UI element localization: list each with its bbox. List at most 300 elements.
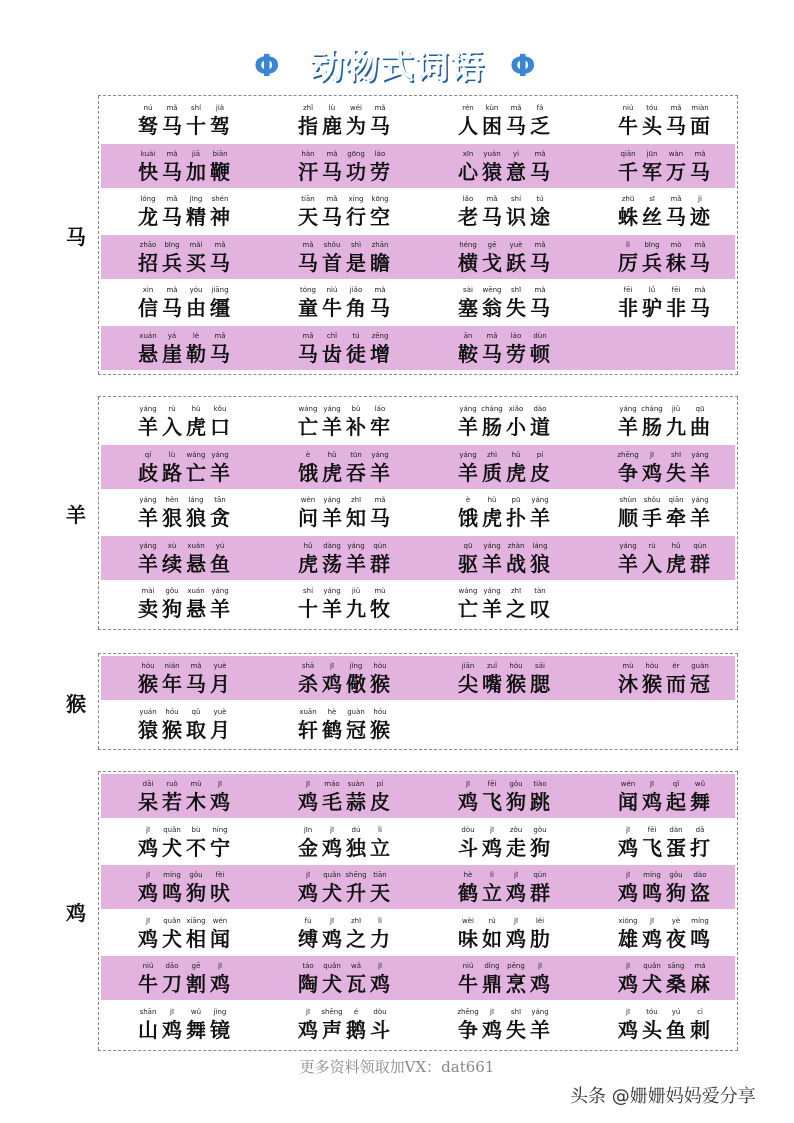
hanzi-char: 马 xyxy=(530,159,550,184)
idiom-row xyxy=(101,581,735,625)
pinyin-syllable: zhī xyxy=(350,916,362,925)
idiom-cell xyxy=(295,581,453,625)
hanzi-char: 马 xyxy=(690,296,710,321)
pinyin-syllable: tūn xyxy=(350,450,362,459)
pinyin-syllable: mǎ xyxy=(694,286,706,295)
pinyin-syllable: láo xyxy=(374,149,386,158)
hanzi-line xyxy=(295,880,453,906)
idiom-cell xyxy=(615,189,773,233)
pinyin-syllable: máo xyxy=(324,780,340,788)
hanzi-char: 宁 xyxy=(210,835,230,860)
hanzi-char: 而 xyxy=(666,672,686,696)
hanzi-char: 马 xyxy=(162,296,182,321)
hanzi-char: 精 xyxy=(186,205,206,230)
hanzi-char: 牛 xyxy=(138,972,158,997)
idiom-cell xyxy=(455,326,613,370)
pinyin-syllable: qún xyxy=(533,871,547,880)
hanzi-char: 猿 xyxy=(482,159,502,184)
hanzi-line xyxy=(135,460,293,486)
hanzi-char: 入 xyxy=(162,415,182,439)
idiom-cell xyxy=(295,865,453,909)
pinyin-syllable: quǎn xyxy=(323,962,341,971)
pinyin-syllable: kǒu xyxy=(213,405,227,413)
hanzi-char: 增 xyxy=(370,342,390,366)
hanzi-char: 马 xyxy=(370,114,390,138)
pinyin-syllable: yáng xyxy=(691,496,709,505)
hanzi-char: 之 xyxy=(506,597,526,622)
hanzi-char: 嘴 xyxy=(482,672,502,696)
hanzi-char: 月 xyxy=(210,672,230,696)
pinyin-syllable: jià xyxy=(215,104,225,112)
idiom-cell xyxy=(135,956,293,1000)
hanzi-char: 非 xyxy=(618,296,638,321)
idiom-cell xyxy=(295,144,453,188)
pinyin-syllable: yáng xyxy=(691,450,709,459)
idiom-cell xyxy=(615,490,773,534)
pinyin-syllable: láng xyxy=(188,496,204,505)
pinyin-syllable: è xyxy=(465,496,471,505)
pinyin-syllable: fēi xyxy=(647,825,657,834)
hanzi-char: 鹤 xyxy=(458,881,478,906)
pinyin-syllable: ér xyxy=(672,662,680,670)
pinyin-syllable: lǎo xyxy=(462,195,474,204)
pinyin-syllable: cháng xyxy=(641,405,663,413)
idiom-cell xyxy=(135,445,293,489)
pinyin-syllable: jī xyxy=(650,780,654,788)
pinyin-syllable: jī xyxy=(146,871,150,880)
hanzi-char: 马 xyxy=(370,296,390,321)
idiom-cell xyxy=(455,445,613,489)
hanzi-char: 人 xyxy=(458,114,478,138)
pinyin-syllable: guàn xyxy=(347,707,365,716)
pinyin-syllable: hóu xyxy=(141,662,155,670)
hanzi-char: 争 xyxy=(458,1018,478,1042)
idiom-row xyxy=(101,98,735,142)
hanzi-char: 陶 xyxy=(298,972,318,997)
hanzi-char: 刺 xyxy=(690,1018,710,1042)
pinyin-syllable: hè xyxy=(463,871,473,880)
pinyin-syllable: lì xyxy=(378,916,382,925)
hanzi-char: 鸡 xyxy=(618,881,638,906)
pinyin-syllable: cháng xyxy=(481,405,503,413)
hanzi-char: 盗 xyxy=(690,881,710,906)
hanzi-char: 鸡 xyxy=(298,790,318,814)
hanzi-char: 羊 xyxy=(530,506,550,531)
pinyin-syllable: wēng xyxy=(482,286,502,295)
hanzi-line xyxy=(615,159,773,185)
hanzi-line xyxy=(615,295,773,321)
hanzi-char: 羊 xyxy=(210,597,230,622)
pinyin-syllable: jī xyxy=(626,1008,630,1016)
pinyin-syllable: mǎ xyxy=(670,195,682,204)
hanzi-char: 牧 xyxy=(370,597,390,622)
hanzi-char: 鸣 xyxy=(690,926,710,951)
hanzi-char: 丝 xyxy=(642,205,662,230)
hanzi-char: 羊 xyxy=(618,415,638,439)
pinyin-syllable: zǒu xyxy=(509,825,523,834)
hanzi-char: 鞍 xyxy=(458,342,478,366)
hanzi-line xyxy=(295,505,453,531)
pinyin-syllable: gē xyxy=(191,962,201,971)
pinyin-syllable: yú xyxy=(215,541,225,550)
pinyin-syllable: quǎn xyxy=(163,825,181,834)
pinyin-syllable: jī xyxy=(626,962,630,971)
hanzi-char: 群 xyxy=(530,881,550,906)
hanzi-char: 驽 xyxy=(138,114,158,138)
idiom-cell xyxy=(295,536,453,580)
pinyin-syllable: yáng xyxy=(211,587,229,596)
hanzi-char: 争 xyxy=(618,460,638,485)
hanzi-line xyxy=(615,671,773,697)
hanzi-line xyxy=(455,414,613,440)
idiom-cell xyxy=(615,235,773,279)
hanzi-line xyxy=(135,596,293,622)
pinyin-syllable: xuán xyxy=(139,332,157,340)
hanzi-char: 鸡 xyxy=(162,1018,182,1042)
hanzi-char: 羊 xyxy=(370,460,390,485)
hanzi-char: 马 xyxy=(530,250,550,275)
idiom-cell xyxy=(135,235,293,279)
idiom-cell xyxy=(135,1002,293,1046)
hanzi-char: 肠 xyxy=(482,415,502,439)
idiom-cell xyxy=(135,702,293,746)
pinyin-syllable: jǐng xyxy=(349,662,363,670)
hanzi-char: 手 xyxy=(642,506,662,531)
hanzi-char: 羊 xyxy=(530,1018,550,1042)
hanzi-char: 鱼 xyxy=(210,551,230,576)
pinyin-syllable: qún xyxy=(693,541,707,550)
hanzi-char: 失 xyxy=(506,296,526,321)
hanzi-char: 马 xyxy=(210,342,230,366)
pinyin-syllable: xìn xyxy=(142,286,154,295)
hanzi-char: 年 xyxy=(162,672,182,696)
hanzi-char: 兵 xyxy=(162,250,182,275)
pinyin-syllable: suàn xyxy=(347,780,365,788)
hanzi-line xyxy=(615,835,773,861)
pinyin-syllable: mǎ xyxy=(534,286,546,295)
hanzi-line xyxy=(455,880,613,906)
pinyin-syllable: jī xyxy=(466,780,470,788)
hanzi-line xyxy=(295,551,453,577)
pinyin-syllable: bīng xyxy=(164,240,180,249)
hanzi-char: 马 xyxy=(162,114,182,138)
idiom-cell xyxy=(135,536,293,580)
hanzi-char: 狗 xyxy=(506,790,526,814)
hanzi-line xyxy=(135,880,293,906)
pinyin-syllable: míng xyxy=(691,916,709,925)
section-3 xyxy=(98,771,738,1051)
idiom-cell xyxy=(135,189,293,233)
hanzi-char: 非 xyxy=(666,296,686,321)
hanzi-char: 斗 xyxy=(370,1018,390,1042)
hanzi-char: 山 xyxy=(138,1018,158,1042)
hanzi-char: 头 xyxy=(642,1018,662,1042)
hanzi-char: 叹 xyxy=(530,597,550,622)
pinyin-syllable: táo xyxy=(302,962,314,971)
hanzi-line xyxy=(455,835,613,861)
idiom-row xyxy=(101,399,735,443)
hanzi-char: 马 xyxy=(482,205,502,230)
idiom-cell xyxy=(455,865,613,909)
hanzi-char: 儆 xyxy=(346,672,366,696)
pinyin-syllable: wèi xyxy=(462,916,474,925)
hanzi-char: 鸡 xyxy=(322,926,342,951)
pinyin-syllable: zhǐ xyxy=(302,104,314,112)
hanzi-char: 缰 xyxy=(210,296,230,321)
hanzi-char: 困 xyxy=(482,114,502,138)
pinyin-syllable: jī xyxy=(218,780,222,788)
hanzi-char: 加 xyxy=(186,159,206,184)
hanzi-line xyxy=(135,671,293,697)
hanzi-char: 犬 xyxy=(322,972,342,997)
pinyin-syllable: mǎ xyxy=(326,195,338,204)
hanzi-char: 肋 xyxy=(530,926,550,951)
pinyin-syllable: zhēng xyxy=(617,450,639,459)
idiom-cell xyxy=(615,865,773,909)
idiom-cell xyxy=(455,656,613,700)
hanzi-char: 翁 xyxy=(482,296,502,321)
hanzi-char: 口 xyxy=(210,415,230,439)
idiom-row xyxy=(101,1002,735,1046)
pinyin-syllable: jī xyxy=(538,962,542,971)
pinyin-syllable: xióng xyxy=(618,916,638,925)
pinyin-syllable: jī xyxy=(306,780,310,788)
hanzi-char: 虎 xyxy=(186,415,206,439)
pinyin-syllable: shí xyxy=(510,195,522,204)
hanzi-char: 质 xyxy=(482,460,502,485)
pinyin-syllable: jiǔ xyxy=(671,405,681,413)
phi-symbol-left: Φ xyxy=(254,49,280,84)
pinyin-syllable: yáng xyxy=(139,405,157,413)
hanzi-char: 犬 xyxy=(642,972,662,997)
hanzi-char: 面 xyxy=(690,114,710,138)
idiom-cell xyxy=(135,280,293,324)
pinyin-syllable: mǎ xyxy=(694,240,706,249)
pinyin-syllable: yuè xyxy=(213,707,227,716)
hanzi-char: 群 xyxy=(690,551,710,576)
pinyin-syllable: zhāo xyxy=(139,240,157,249)
pinyin-syllable: lèi xyxy=(535,916,545,925)
pinyin-syllable: yú xyxy=(671,1008,681,1016)
hanzi-char: 虎 xyxy=(482,506,502,531)
pinyin-syllable: qiān xyxy=(668,496,684,505)
pinyin-syllable: fēi xyxy=(623,286,633,295)
pinyin-syllable: mǎ xyxy=(374,286,386,295)
hanzi-char: 夜 xyxy=(666,926,686,951)
hanzi-char: 吠 xyxy=(210,881,230,906)
pinyin-syllable: dàng xyxy=(323,541,341,550)
hanzi-char: 卖 xyxy=(138,597,158,622)
idiom-cell xyxy=(615,445,773,489)
pinyin-syllable: mǎ xyxy=(214,240,226,249)
hanzi-char: 齿 xyxy=(322,342,342,366)
idiom-row xyxy=(101,702,735,746)
idiom-cell xyxy=(455,820,613,864)
idiom-cell xyxy=(135,490,293,534)
pinyin-syllable: gē xyxy=(487,240,497,249)
idiom-cell xyxy=(295,399,453,443)
hanzi-char: 羊 xyxy=(482,551,502,576)
pinyin-syllable: mǎ xyxy=(166,104,178,112)
idiom-cell xyxy=(455,490,613,534)
hanzi-char: 相 xyxy=(186,926,206,951)
pinyin-syllable: qún xyxy=(373,541,387,550)
hanzi-char: 角 xyxy=(346,296,366,321)
pinyin-syllable: hǔ xyxy=(191,405,201,413)
hanzi-char: 悬 xyxy=(186,551,206,576)
pinyin-syllable: shā xyxy=(301,662,315,670)
hanzi-char: 虎 xyxy=(298,551,318,576)
hanzi-char: 羊 xyxy=(458,460,478,485)
hanzi-line xyxy=(455,505,613,531)
pinyin-syllable: mǎ xyxy=(302,240,314,249)
hanzi-char: 入 xyxy=(642,551,662,576)
hanzi-char: 塞 xyxy=(458,296,478,321)
pinyin-syllable: shí xyxy=(302,587,314,596)
hanzi-line xyxy=(135,204,293,230)
hanzi-char: 狗 xyxy=(666,881,686,906)
pinyin-syllable: hǔ xyxy=(511,450,521,459)
hanzi-line xyxy=(455,295,613,321)
pinyin-syllable: niú xyxy=(142,962,154,971)
hanzi-char: 牢 xyxy=(370,415,390,439)
pinyin-syllable: hóu xyxy=(373,707,387,716)
hanzi-char: 鸡 xyxy=(618,1018,638,1042)
hanzi-char: 鸡 xyxy=(298,1018,318,1042)
pinyin-syllable: jī xyxy=(514,916,518,925)
pinyin-syllable: hàn xyxy=(301,149,315,158)
pinyin-syllable: jī xyxy=(170,1008,174,1016)
pinyin-syllable: dāi xyxy=(142,780,154,788)
hanzi-line xyxy=(295,596,453,622)
hanzi-char: 十 xyxy=(186,114,206,138)
pinyin-syllable: zhì xyxy=(486,450,498,459)
hanzi-line xyxy=(295,295,453,321)
pinyin-syllable: yáng xyxy=(483,587,501,596)
pinyin-syllable: mǎ xyxy=(302,332,314,340)
pinyin-syllable: láo xyxy=(510,332,522,340)
pinyin-syllable: dào xyxy=(693,871,707,880)
hanzi-char: 飞 xyxy=(482,790,502,814)
hanzi-char: 冠 xyxy=(346,717,366,742)
hanzi-char: 犬 xyxy=(162,926,182,951)
pinyin-syllable: mù xyxy=(190,780,202,788)
hanzi-char: 打 xyxy=(690,835,710,860)
pinyin-syllable: jìng xyxy=(213,1008,227,1016)
pinyin-syllable: bīng xyxy=(644,240,660,249)
hanzi-line xyxy=(615,204,773,230)
pinyin-syllable: shǒu xyxy=(643,496,661,505)
hanzi-char: 招 xyxy=(138,250,158,275)
hanzi-line xyxy=(135,341,293,367)
hanzi-line xyxy=(135,295,293,321)
hanzi-char: 贪 xyxy=(210,506,230,531)
pinyin-syllable: jī xyxy=(306,871,310,880)
pinyin-syllable: xíng xyxy=(348,195,364,204)
pinyin-syllable: kōng xyxy=(371,195,389,204)
hanzi-char: 羊 xyxy=(618,551,638,576)
pinyin-syllable: yáng xyxy=(139,541,157,550)
hanzi-line xyxy=(295,971,453,997)
hanzi-char: 肠 xyxy=(642,415,662,439)
hanzi-char: 勒 xyxy=(186,342,206,366)
pinyin-syllable: shì xyxy=(350,240,362,249)
pinyin-syllable: jī xyxy=(378,962,382,971)
pinyin-syllable: guàn xyxy=(691,662,709,670)
hanzi-line xyxy=(295,671,453,697)
idiom-cell xyxy=(615,820,773,864)
hanzi-char: 独 xyxy=(346,835,366,860)
pinyin-syllable: hěn xyxy=(165,496,179,505)
hanzi-char: 狼 xyxy=(186,506,206,531)
hanzi-char: 羊 xyxy=(322,506,342,531)
pinyin-syllable: jī xyxy=(306,1008,310,1016)
hanzi-char: 吞 xyxy=(346,460,366,485)
hanzi-char: 横 xyxy=(458,250,478,275)
hanzi-char: 鸡 xyxy=(298,881,318,906)
hanzi-char: 鸡 xyxy=(482,835,502,860)
hanzi-char: 鸡 xyxy=(642,460,662,485)
pinyin-syllable: jī xyxy=(626,825,630,834)
idiom-cell xyxy=(455,280,613,324)
hanzi-char: 厉 xyxy=(618,250,638,275)
hanzi-char: 鸡 xyxy=(642,790,662,814)
pinyin-syllable: má xyxy=(694,962,706,971)
idiom-cell xyxy=(615,536,773,580)
pinyin-syllable: é xyxy=(353,1008,359,1016)
idiom-cell xyxy=(615,1002,773,1046)
hanzi-char: 狠 xyxy=(162,506,182,531)
idiom-cell xyxy=(455,581,613,625)
hanzi-char: 鼎 xyxy=(482,972,502,997)
hanzi-char: 道 xyxy=(530,415,550,439)
hanzi-char: 买 xyxy=(186,250,206,275)
pinyin-syllable: lù xyxy=(168,450,176,459)
pinyin-syllable: yáng xyxy=(323,587,341,596)
hanzi-line xyxy=(455,971,613,997)
hanzi-char: 马 xyxy=(530,296,550,321)
hanzi-line xyxy=(455,113,613,139)
pinyin-syllable: bù xyxy=(191,825,201,834)
hanzi-char: 途 xyxy=(530,205,550,230)
hanzi-char: 小 xyxy=(506,415,526,439)
pinyin-syllable: tú xyxy=(352,332,360,340)
pinyin-syllable: mǎ xyxy=(486,332,498,340)
hanzi-char: 斗 xyxy=(458,835,478,860)
pinyin-syllable: gǒu xyxy=(165,587,179,596)
idiom-cell xyxy=(615,280,773,324)
hanzi-char: 马 xyxy=(322,205,342,230)
pinyin-syllable: mǎ xyxy=(510,104,522,112)
hanzi-char: 毛 xyxy=(322,790,342,814)
pinyin-syllable: yáng xyxy=(619,405,637,413)
hanzi-char: 天 xyxy=(298,205,318,230)
idiom-cell xyxy=(455,189,613,233)
hanzi-line xyxy=(295,341,453,367)
pinyin-syllable: zhū xyxy=(621,195,635,204)
pinyin-syllable: wáng xyxy=(298,405,318,413)
pinyin-syllable: mǎ xyxy=(326,149,338,158)
hanzi-line xyxy=(135,551,293,577)
hanzi-line xyxy=(455,460,613,486)
pinyin-syllable: zēng xyxy=(371,332,389,340)
hanzi-char: 镜 xyxy=(210,1018,230,1042)
pinyin-syllable: lù xyxy=(328,104,336,112)
hanzi-char: 羊 xyxy=(346,551,366,576)
hanzi-line xyxy=(135,971,293,997)
hanzi-char: 汗 xyxy=(298,159,318,184)
pinyin-syllable: fá xyxy=(536,104,544,112)
